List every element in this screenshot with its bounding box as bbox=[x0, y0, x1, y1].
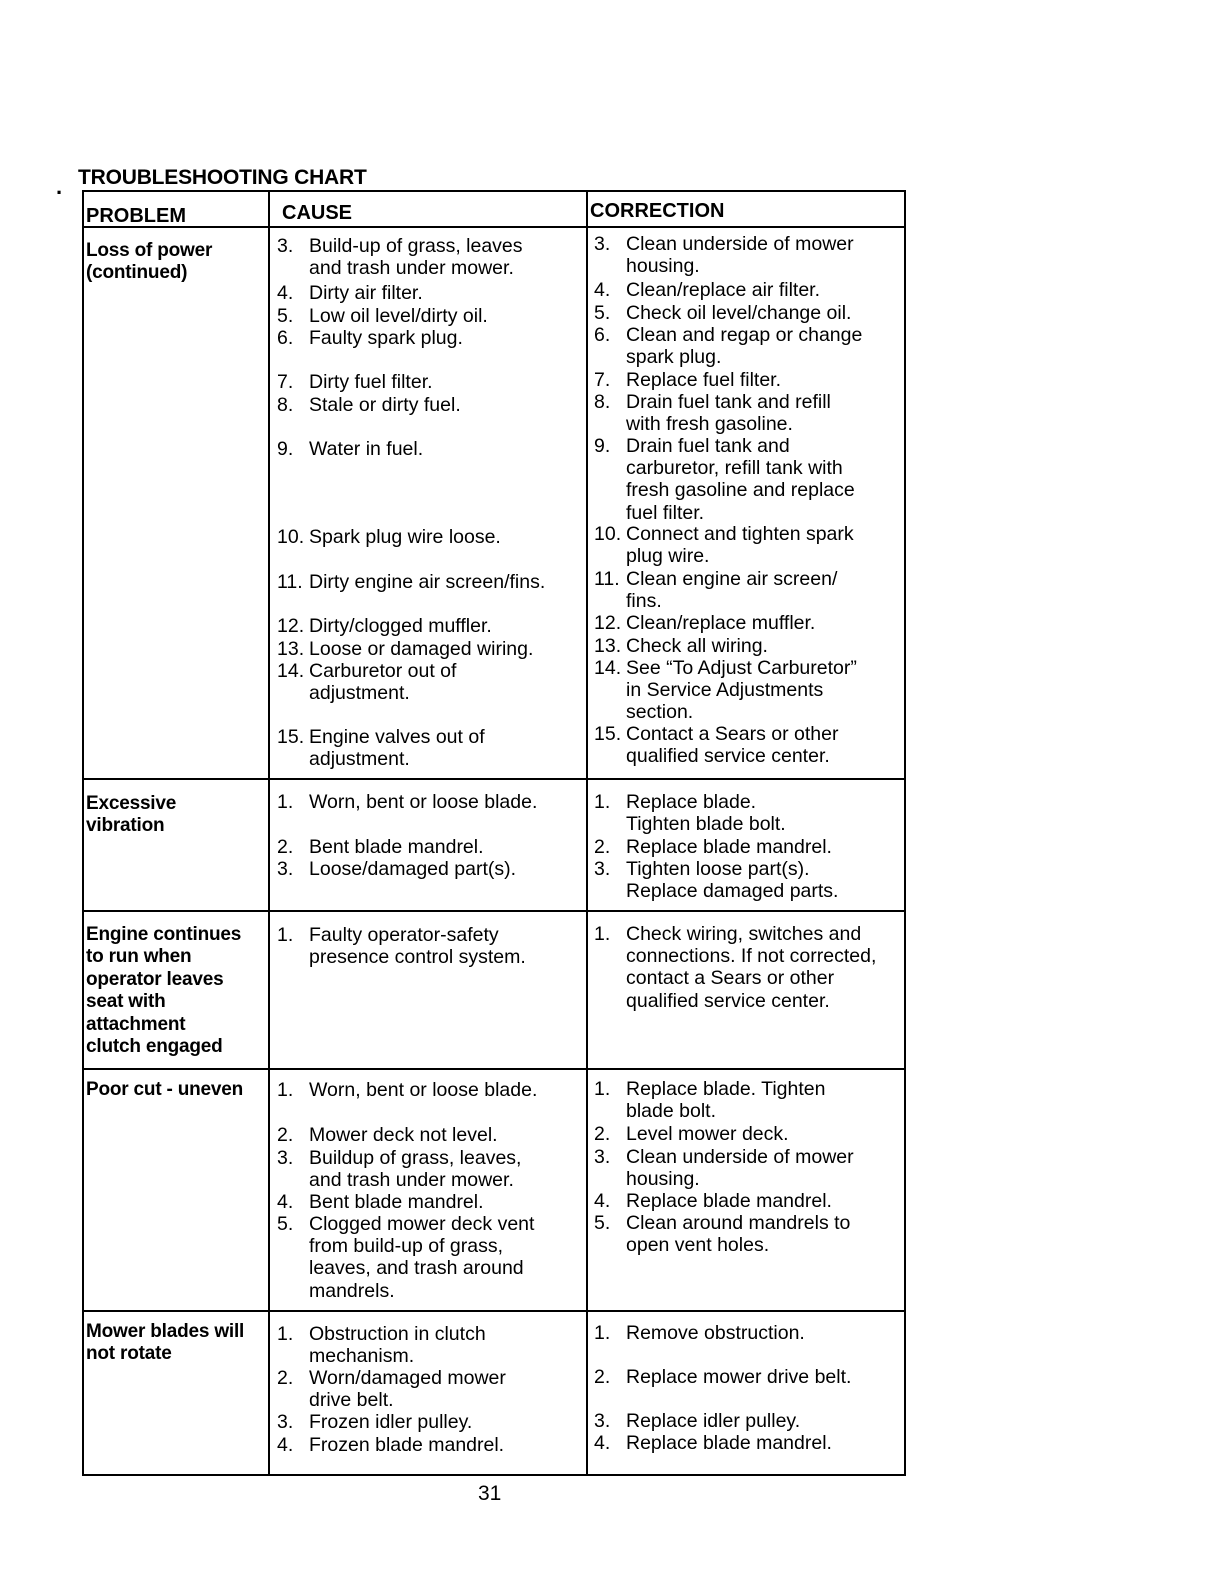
cause-item bbox=[277, 638, 577, 660]
correction-item-text: Replace blade. bbox=[626, 791, 757, 813]
page-number: 31 bbox=[478, 1482, 502, 1505]
correction-item-text: housing. bbox=[626, 255, 700, 278]
correction-item-number: 9. bbox=[594, 435, 611, 457]
cause-item-text: Dirty fuel filter. bbox=[309, 371, 433, 393]
cause-item-text: Worn/damaged mower bbox=[309, 1367, 506, 1389]
cause-item-text: drive belt. bbox=[309, 1389, 394, 1412]
correction-item-text: Remove obstruction. bbox=[626, 1322, 805, 1344]
correction-item-number: 5. bbox=[594, 302, 611, 324]
cause-item-text: Low oil level/dirty oil. bbox=[309, 305, 488, 327]
correction-item bbox=[594, 435, 904, 524]
cause-item bbox=[277, 526, 577, 548]
cause-item bbox=[277, 1191, 577, 1213]
correction-item bbox=[594, 1366, 904, 1388]
correction-item-number: 10. bbox=[594, 523, 622, 545]
correction-item-number: 3. bbox=[594, 858, 611, 880]
row-divider bbox=[84, 1068, 904, 1070]
problem-label-line: Engine continues bbox=[86, 924, 242, 945]
cause-item-number: 4. bbox=[277, 282, 294, 304]
corner-mark: . bbox=[56, 174, 63, 199]
correction-item bbox=[594, 1322, 904, 1344]
correction-item-number: 1. bbox=[594, 1322, 611, 1344]
correction-item-number: 13. bbox=[594, 635, 622, 657]
cause-item-number: 1. bbox=[277, 791, 294, 813]
problem-label-line: (continued) bbox=[86, 262, 188, 284]
correction-item-text: Replace blade. Tighten bbox=[626, 1078, 826, 1100]
correction-item-text: qualified service center. bbox=[626, 989, 830, 1012]
correction-item-text: in Service Adjustments bbox=[626, 679, 824, 702]
cause-item-text: Dirty air filter. bbox=[309, 282, 423, 304]
cause-item bbox=[277, 615, 577, 637]
correction-item-text: blade bolt. bbox=[626, 1100, 716, 1123]
cause-item-text: Frozen idler pulley. bbox=[309, 1411, 473, 1433]
cause-item bbox=[277, 660, 577, 704]
correction-item-number: 2. bbox=[594, 836, 611, 858]
correction-item-text: Connect and tighten spark bbox=[626, 523, 854, 545]
cause-item bbox=[277, 836, 577, 858]
correction-item bbox=[594, 391, 904, 435]
cause-item bbox=[277, 235, 577, 279]
cause-item-text: Build-up of grass, leaves bbox=[309, 235, 523, 257]
correction-item bbox=[594, 568, 904, 612]
correction-item-number: 6. bbox=[594, 324, 611, 346]
correction-item-text: Clean underside of mower bbox=[626, 1146, 854, 1168]
correction-item bbox=[594, 279, 904, 301]
cause-item-text: Spark plug wire loose. bbox=[309, 526, 501, 548]
cause-item-text: Frozen blade mandrel. bbox=[309, 1434, 505, 1456]
cause-item-number: 6. bbox=[277, 327, 294, 349]
cause-item-number: 3. bbox=[277, 235, 294, 257]
cause-item-number: 2. bbox=[277, 1367, 294, 1389]
correction-item-text: Check wiring, switches and bbox=[626, 923, 862, 945]
cause-item-number: 5. bbox=[277, 1213, 294, 1235]
correction-item-text: Replace blade mandrel. bbox=[626, 1432, 832, 1454]
correction-item bbox=[594, 1146, 904, 1190]
cause-item-text: Bent blade mandrel. bbox=[309, 836, 484, 858]
correction-item-text: qualified service center. bbox=[626, 745, 830, 768]
cause-item bbox=[277, 1079, 577, 1101]
cause-item-text: Mower deck not level. bbox=[309, 1124, 498, 1146]
correction-item-number: 1. bbox=[594, 923, 611, 945]
correction-item bbox=[594, 1432, 904, 1454]
correction-item-text: Replace blade mandrel. bbox=[626, 1190, 832, 1212]
problem-label bbox=[86, 1079, 266, 1101]
correction-item-number: 3. bbox=[594, 1146, 611, 1168]
cause-item-text: Loose/damaged part(s). bbox=[309, 858, 517, 880]
problem-label-line: to run when bbox=[86, 946, 192, 968]
correction-item-text: Clean and regap or change bbox=[626, 324, 863, 346]
row-divider bbox=[84, 910, 904, 912]
correction-item bbox=[594, 612, 904, 634]
correction-item-text: Replace damaged parts. bbox=[626, 880, 839, 903]
cause-item-text: Engine valves out of bbox=[309, 726, 485, 748]
correction-item bbox=[594, 1190, 904, 1212]
cause-item-text: and trash under mower. bbox=[309, 1169, 514, 1192]
cause-item-text: adjustment. bbox=[309, 682, 410, 705]
cause-item bbox=[277, 1213, 577, 1302]
correction-item-text: with fresh gasoline. bbox=[626, 413, 793, 436]
correction-item-number: 1. bbox=[594, 1078, 611, 1100]
cause-item-text: leaves, and trash around bbox=[309, 1257, 524, 1280]
correction-item bbox=[594, 858, 904, 902]
correction-item bbox=[594, 523, 904, 567]
problem-label bbox=[86, 793, 266, 838]
correction-item-text: Tighten blade bolt. bbox=[626, 813, 786, 836]
cause-item-text: presence control system. bbox=[309, 946, 526, 969]
cause-item bbox=[277, 858, 577, 880]
correction-item-text: Replace mower drive belt. bbox=[626, 1366, 852, 1388]
correction-item bbox=[594, 635, 904, 657]
cause-item-text: Carburetor out of bbox=[309, 660, 457, 682]
problem-label-line: Mower blades will bbox=[86, 1321, 245, 1342]
correction-item-text: Clean engine air screen/ bbox=[626, 568, 838, 590]
correction-item bbox=[594, 923, 904, 1012]
cause-item bbox=[277, 1323, 577, 1367]
header-problem: PROBLEM bbox=[86, 205, 186, 227]
correction-item-text: connections. If not corrected, bbox=[626, 945, 877, 968]
correction-item-number: 4. bbox=[594, 1432, 611, 1454]
cause-item-text: Dirty engine air screen/fins. bbox=[309, 571, 546, 593]
correction-item-number: 12. bbox=[594, 612, 622, 634]
header-divider bbox=[84, 226, 904, 228]
cause-item-number: 3. bbox=[277, 858, 294, 880]
problem-label-line: attachment bbox=[86, 1013, 186, 1035]
correction-item-number: 7. bbox=[594, 369, 611, 391]
correction-item-number: 1. bbox=[594, 791, 611, 813]
correction-item-text: Drain fuel tank and bbox=[626, 435, 790, 457]
correction-item bbox=[594, 657, 904, 724]
cause-item-text: Loose or damaged wiring. bbox=[309, 638, 534, 660]
cause-item-text: adjustment. bbox=[309, 748, 410, 771]
correction-item-text: fins. bbox=[626, 590, 662, 613]
cause-item bbox=[277, 1147, 577, 1191]
row-divider bbox=[84, 778, 904, 780]
cause-item-text: mechanism. bbox=[309, 1345, 415, 1368]
correction-item-text: contact a Sears or other bbox=[626, 967, 835, 990]
cause-item-text: Obstruction in clutch bbox=[309, 1323, 486, 1345]
problem-label-line: Poor cut - uneven bbox=[86, 1079, 244, 1100]
correction-item-text: section. bbox=[626, 701, 694, 724]
correction-item-text: fresh gasoline and replace bbox=[626, 479, 855, 502]
problem-label-line: operator leaves bbox=[86, 968, 224, 990]
cause-item-number: 5. bbox=[277, 305, 294, 327]
cause-item-text: Clogged mower deck vent bbox=[309, 1213, 535, 1235]
correction-item-number: 3. bbox=[594, 1410, 611, 1432]
cause-item-text: Dirty/clogged muffler. bbox=[309, 615, 492, 637]
correction-item-number: 4. bbox=[594, 1190, 611, 1212]
correction-item-number: 8. bbox=[594, 391, 611, 413]
column-divider-2 bbox=[586, 192, 588, 1474]
correction-item-text: Check oil level/change oil. bbox=[626, 302, 852, 324]
problem-label-line: clutch engaged bbox=[86, 1036, 223, 1058]
problem-label-line: not rotate bbox=[86, 1343, 172, 1365]
cause-item bbox=[277, 1124, 577, 1146]
cause-item-text: and trash under mower. bbox=[309, 257, 514, 280]
correction-item bbox=[594, 302, 904, 324]
problem-label-line: Excessive bbox=[86, 793, 177, 814]
correction-item bbox=[594, 1410, 904, 1432]
correction-item bbox=[594, 791, 904, 835]
correction-item-number: 4. bbox=[594, 279, 611, 301]
correction-item-number: 14. bbox=[594, 657, 622, 679]
troubleshooting-table bbox=[82, 190, 906, 1476]
header-correction: CORRECTION bbox=[590, 200, 725, 222]
cause-item-text: mandrels. bbox=[309, 1279, 395, 1302]
cause-item-number: 7. bbox=[277, 371, 294, 393]
column-divider-1 bbox=[268, 192, 270, 1474]
cause-item bbox=[277, 1367, 577, 1411]
correction-item-text: Replace idler pulley. bbox=[626, 1410, 801, 1432]
correction-item-text: Clean/replace muffler. bbox=[626, 612, 816, 634]
correction-item-text: open vent holes. bbox=[626, 1234, 770, 1257]
correction-item-text: plug wire. bbox=[626, 545, 710, 568]
cause-item bbox=[277, 924, 577, 968]
cause-item bbox=[277, 282, 577, 304]
cause-item bbox=[277, 791, 577, 813]
cause-item-number: 2. bbox=[277, 836, 294, 858]
cause-item-text: Faulty spark plug. bbox=[309, 327, 463, 349]
correction-item-number: 2. bbox=[594, 1366, 611, 1388]
cause-item-number: 8. bbox=[277, 394, 294, 416]
cause-item-number: 15. bbox=[277, 726, 305, 748]
cause-item-text: Water in fuel. bbox=[309, 438, 424, 460]
cause-item bbox=[277, 1411, 577, 1433]
cause-item bbox=[277, 726, 577, 770]
row-divider bbox=[84, 1310, 904, 1312]
correction-item-number: 11. bbox=[594, 568, 620, 590]
cause-item-text: Worn, bent or loose blade. bbox=[309, 1079, 538, 1101]
header-cause: CAUSE bbox=[282, 202, 353, 224]
cause-item-number: 2. bbox=[277, 1124, 294, 1146]
correction-item-number: 15. bbox=[594, 723, 622, 745]
correction-item-text: Clean around mandrels to bbox=[626, 1212, 851, 1234]
cause-item-text: Worn, bent or loose blade. bbox=[309, 791, 538, 813]
correction-item-text: spark plug. bbox=[626, 346, 722, 369]
correction-item-number: 3. bbox=[594, 233, 611, 255]
problem-label-line: seat with bbox=[86, 991, 166, 1013]
correction-item-text: Clean underside of mower bbox=[626, 233, 854, 255]
cause-item-number: 4. bbox=[277, 1191, 294, 1213]
correction-item bbox=[594, 324, 904, 368]
correction-item bbox=[594, 1212, 904, 1256]
problem-label bbox=[86, 240, 266, 285]
cause-item-number: 1. bbox=[277, 924, 294, 946]
correction-item bbox=[594, 369, 904, 391]
cause-item-text: Buildup of grass, leaves, bbox=[309, 1147, 522, 1169]
cause-item-number: 1. bbox=[277, 1079, 294, 1101]
correction-item-text: Clean/replace air filter. bbox=[626, 279, 821, 301]
cause-item bbox=[277, 305, 577, 327]
correction-item-number: 5. bbox=[594, 1212, 611, 1234]
cause-item-number: 4. bbox=[277, 1434, 294, 1456]
correction-item-text: Contact a Sears or other bbox=[626, 723, 839, 745]
correction-item-text: Check all wiring. bbox=[626, 635, 768, 657]
cause-item bbox=[277, 394, 577, 416]
correction-item bbox=[594, 1123, 904, 1145]
correction-item-text: Tighten loose part(s). bbox=[626, 858, 810, 880]
cause-item-number: 11. bbox=[277, 571, 303, 593]
problem-label bbox=[86, 1321, 266, 1366]
correction-item bbox=[594, 233, 904, 277]
cause-item-text: Stale or dirty fuel. bbox=[309, 394, 461, 416]
correction-item bbox=[594, 836, 904, 858]
correction-item-text: Replace fuel filter. bbox=[626, 369, 782, 391]
correction-item-number: 2. bbox=[594, 1123, 611, 1145]
cause-item-text: Bent blade mandrel. bbox=[309, 1191, 484, 1213]
cause-item-number: 10. bbox=[277, 526, 305, 548]
correction-item bbox=[594, 723, 904, 767]
correction-item bbox=[594, 1078, 904, 1122]
cause-item-number: 14. bbox=[277, 660, 305, 682]
correction-item-text: housing. bbox=[626, 1168, 700, 1191]
cause-item bbox=[277, 571, 577, 593]
cause-item bbox=[277, 371, 577, 393]
correction-item-text: fuel filter. bbox=[626, 501, 705, 524]
cause-item-number: 9. bbox=[277, 438, 294, 460]
cause-item-text: from build-up of grass, bbox=[309, 1235, 504, 1258]
chart-title: TROUBLESHOOTING CHART bbox=[78, 166, 367, 189]
cause-item-number: 3. bbox=[277, 1411, 294, 1433]
correction-item-text: Drain fuel tank and refill bbox=[626, 391, 831, 413]
correction-item-text: Level mower deck. bbox=[626, 1123, 789, 1145]
correction-item-text: See “To Adjust Carburetor” bbox=[626, 657, 857, 679]
cause-item-number: 3. bbox=[277, 1147, 294, 1169]
cause-item bbox=[277, 1434, 577, 1456]
correction-item-text: Replace blade mandrel. bbox=[626, 836, 832, 858]
cause-item-number: 1. bbox=[277, 1323, 294, 1345]
cause-item-number: 13. bbox=[277, 638, 305, 660]
problem-label-line: vibration bbox=[86, 815, 165, 837]
problem-label-line: Loss of power bbox=[86, 240, 213, 261]
cause-item bbox=[277, 438, 577, 460]
problem-label bbox=[86, 924, 266, 1058]
cause-item bbox=[277, 327, 577, 349]
correction-item-text: carburetor, refill tank with bbox=[626, 457, 843, 480]
cause-item-text: Faulty operator-safety bbox=[309, 924, 499, 946]
cause-item-number: 12. bbox=[277, 615, 305, 637]
